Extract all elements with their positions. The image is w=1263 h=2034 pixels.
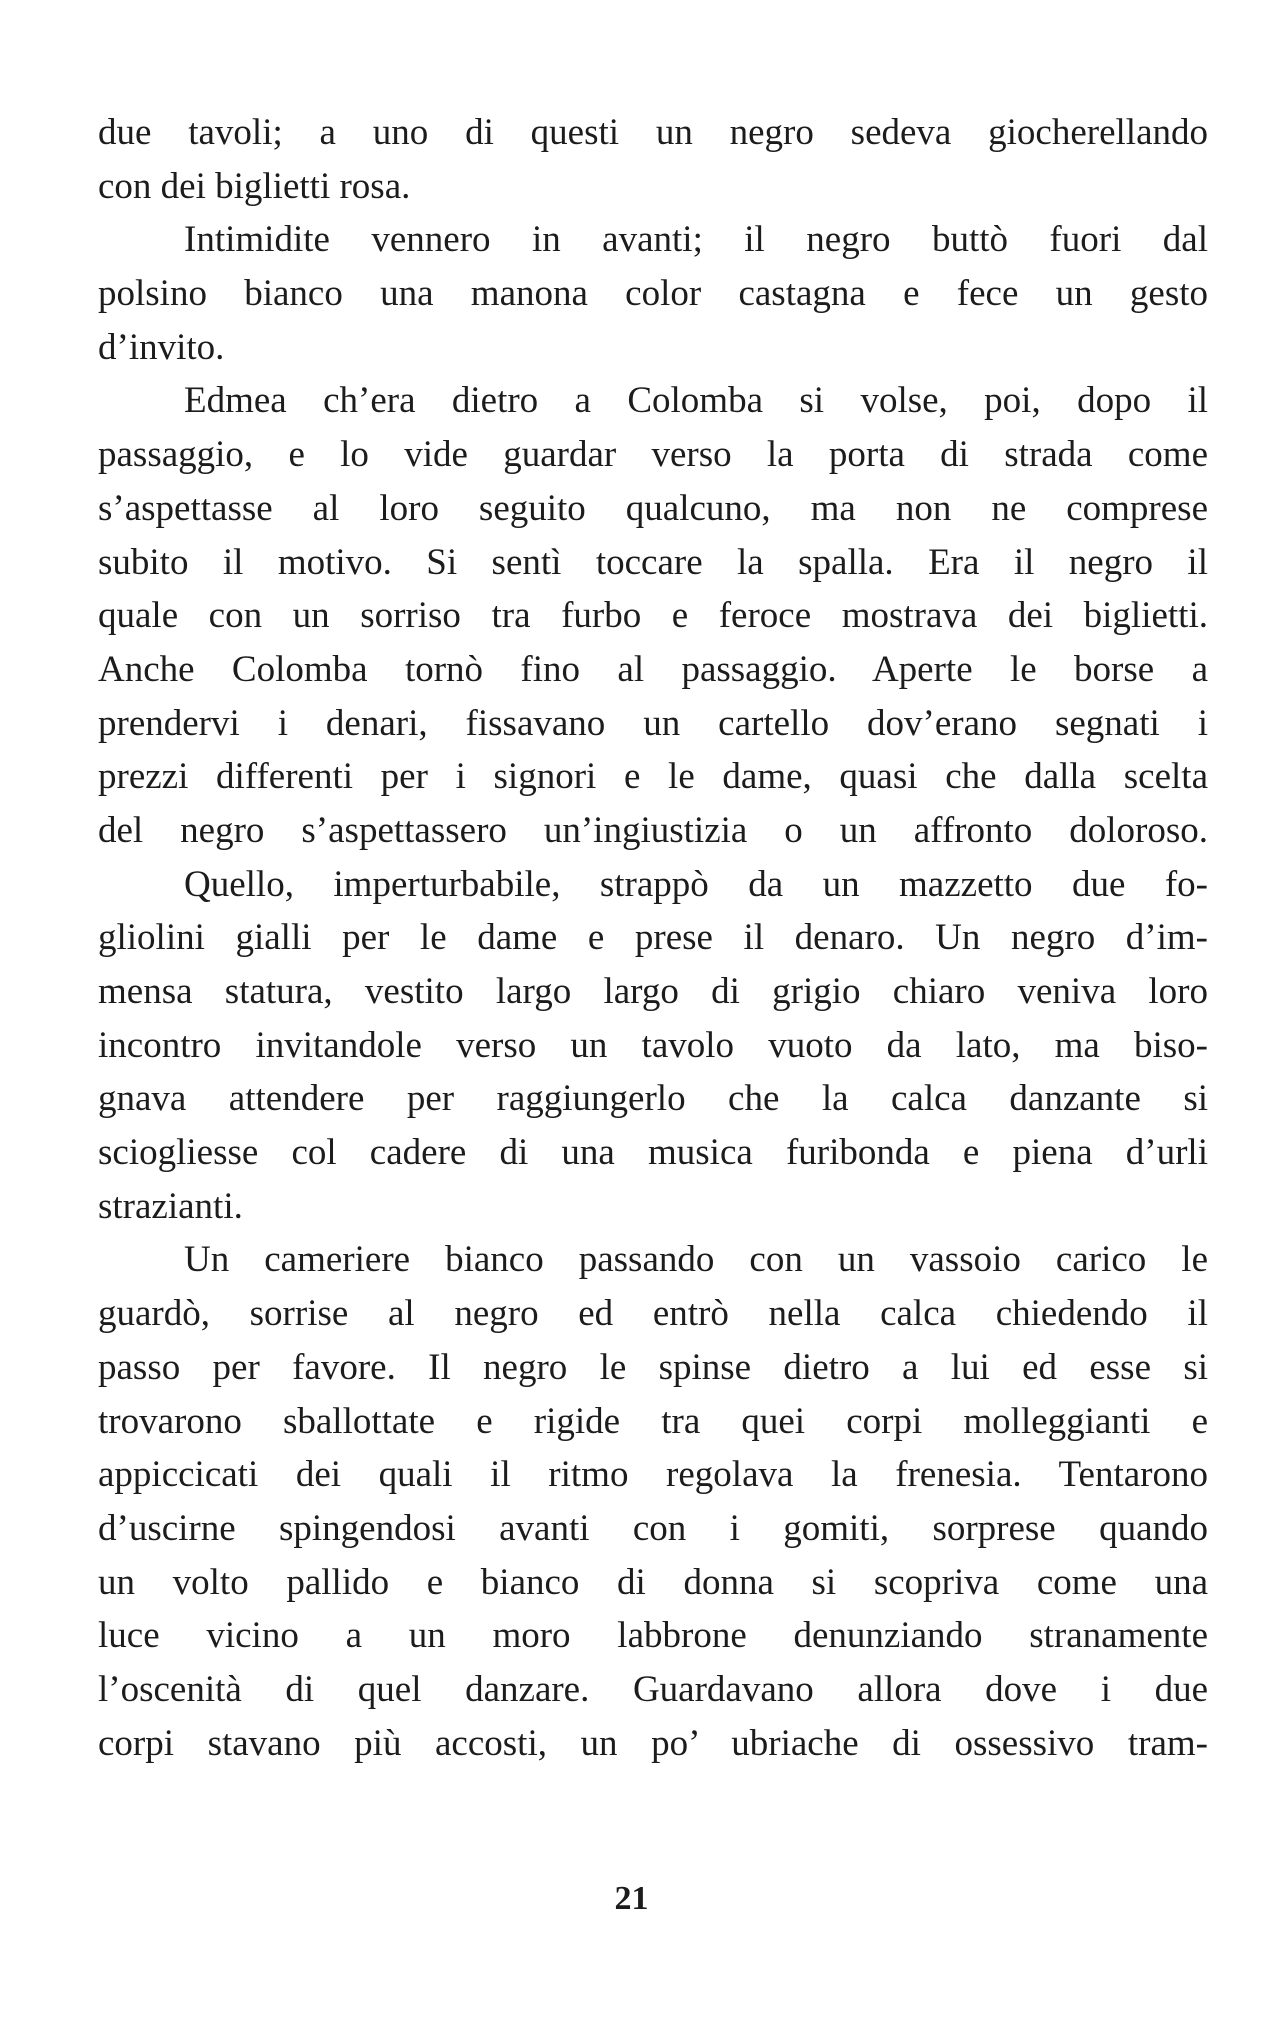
text-line: passo per favore. Il negro le spinse dietro a lui ed esse si	[98, 1346, 1208, 1388]
text-line: d’invito.	[98, 326, 225, 368]
text-line: corpi stavano più accosti, un po’ ubriache di ossessivo tram-	[98, 1722, 1208, 1764]
text-line: trovarono sballottate e rigide tra quei corpi molleggianti e	[98, 1400, 1208, 1442]
text-line: l’oscenità di quel danzare. Guardavano allora dove i due	[98, 1668, 1208, 1710]
text-line: polsino bianco una manona color castagna e fece un gesto	[98, 273, 1208, 315]
text-line: prezzi differenti per i signori e le dame, quasi che dalla scelta	[98, 756, 1208, 798]
text-line: strazianti.	[98, 1185, 243, 1227]
text-line: mensa statura, vestito largo largo di grigio chiaro veniva loro	[98, 971, 1208, 1012]
text-line: prendervi i denari, fissavano un cartello dov’erano segnati i	[98, 702, 1208, 744]
text-line: Edmea ch’era dietro a Colomba si volse, poi, dopo il	[184, 380, 1208, 422]
text-line: Un cameriere bianco passando con un vassoio carico le	[184, 1239, 1208, 1281]
text-line: subito il motivo. Si sentì toccare la spalla. Era il negro il	[98, 541, 1208, 583]
text-line: con dei biglietti rosa.	[98, 165, 411, 207]
text-line: Quello, imperturbabile, strappò da un mazzetto due fo-	[184, 863, 1208, 905]
text-line: gliolini gialli per le dame e prese il denaro. Un negro d’im-	[98, 917, 1208, 959]
text-line: un volto pallido e bianco di donna si scopriva come una	[98, 1561, 1208, 1603]
text-line: incontro invitandole verso un tavolo vuoto da lato, ma biso-	[98, 1024, 1208, 1066]
text-line: Anche Colomba tornò fino al passaggio. Aperte le borse a	[98, 648, 1208, 690]
text-line: gnava attendere per raggiungerlo che la calca danzante si	[98, 1078, 1208, 1120]
text-line: quale con un sorriso tra furbo e feroce mostrava dei biglietti.	[98, 595, 1208, 637]
page-number: 21	[614, 1880, 649, 1917]
text-line: sciogliesse col cadere di una musica furibonda e piena d’urli	[98, 1132, 1208, 1174]
text-line: appiccicati dei quali il ritmo regolava la frenesia. Tentarono	[98, 1454, 1208, 1496]
body-text	[98, 106, 1208, 1770]
text-line: guardò, sorrise al negro ed entrò nella calca chiedendo il	[98, 1293, 1208, 1335]
text-line: d’uscirne spingendosi avanti con i gomiti, sorprese quando	[98, 1507, 1208, 1549]
text-line: luce vicino a un moro labbrone denunziando stranamente	[98, 1615, 1208, 1657]
text-line: passaggio, e lo vide guardar verso la porta di strada come	[98, 434, 1208, 476]
text-line: s’aspettasse al loro seguito qualcuno, ma non ne comprese	[98, 487, 1208, 529]
text-line: due tavoli; a uno di questi un negro sedeva giocherellando	[98, 112, 1208, 153]
text-line: del negro s’aspettassero un’ingiustizia o un affronto doloroso.	[98, 809, 1208, 851]
text-line: Intimidite vennero in avanti; il negro buttò fuori dal	[184, 219, 1208, 261]
